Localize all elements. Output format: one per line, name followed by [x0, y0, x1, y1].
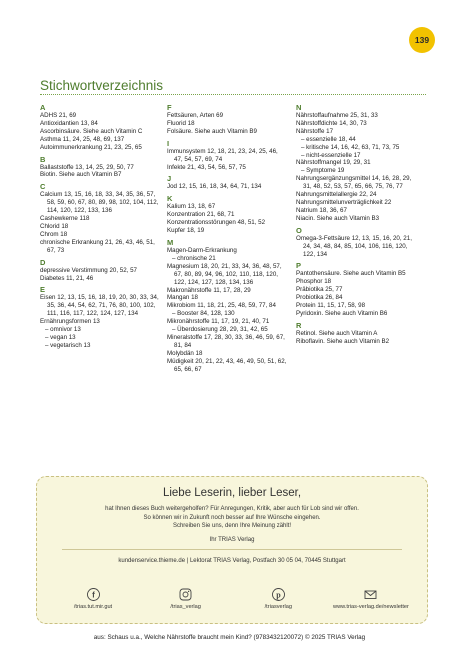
- index-entry: Makronährstoffe 11, 17, 28, 29: [167, 286, 251, 294]
- index-letter-heading: K: [167, 194, 173, 204]
- index-entry: Mangan 18: [167, 294, 198, 302]
- index-entry: Protein 11, 15, 17, 58, 98: [296, 302, 366, 310]
- feedback-signature: Ihr TRIAS Verlag: [209, 536, 255, 543]
- index-entry: Niacin. Siehe auch Vitamin B3: [296, 214, 380, 222]
- index-entry: Infekte 21, 43, 54, 56, 57, 75: [167, 163, 246, 171]
- index-entry: Fluorid 18: [167, 119, 195, 127]
- index-entry: Nahrungsmittelunverträglichkeit 22: [296, 198, 392, 206]
- index-entry: Riboflavin. Siehe auch Vitamin B2: [296, 337, 390, 345]
- index-letter-heading: N: [296, 103, 302, 112]
- index-entry: Chrom 18: [40, 230, 68, 238]
- index-entry: Molybdän 18: [167, 349, 203, 357]
- instagram-icon: [179, 588, 192, 601]
- index-entry: Ballaststoffe 13, 14, 25, 29, 50, 77: [40, 163, 134, 171]
- page-number-badge: 139: [409, 27, 435, 53]
- index-entry: Folsäure. Siehe auch Vitamin B9: [167, 127, 257, 135]
- index-entry: Kupfer 18, 19: [167, 227, 205, 235]
- index-entry: Kalium 13, 18, 67: [167, 203, 216, 211]
- index-entry: Phosphor 18: [296, 278, 332, 286]
- feedback-box: [36, 476, 428, 624]
- index-entry: Cashewkerne 118: [40, 215, 90, 223]
- index-entry: Pyridoxin. Siehe auch Vitamin B6: [296, 309, 388, 317]
- social-link-newsletter[interactable]: [327, 588, 415, 610]
- index-entry: Konzentration 21, 68, 71: [167, 211, 235, 219]
- social-label: www.trias-verlag.de/newsletter: [333, 604, 409, 610]
- index-entry: Ernährungsformen 13: [40, 318, 100, 326]
- index-column-2: [167, 103, 287, 373]
- index-subentry: – Symptome 19: [301, 167, 345, 175]
- index-letter-heading: D: [40, 257, 46, 267]
- index-entry: Mikrobiom 11, 18, 21, 25, 48, 59, 77, 84: [167, 302, 276, 310]
- index-entry: Nährstoffmangel 19, 29, 31: [296, 159, 371, 167]
- index-entry: Probiotika 26, 84: [296, 294, 343, 302]
- pinterest-icon: [272, 588, 285, 601]
- index-entry: Diabetes 11, 21, 46: [40, 274, 94, 282]
- index-entry: Biotin. Siehe auch Vitamin B7: [40, 171, 122, 179]
- index-letter-heading: B: [40, 154, 46, 164]
- index-entry: Asthma 11, 24, 25, 48, 69, 137: [40, 135, 125, 143]
- index-entry: Nährstoffe 17: [296, 127, 334, 135]
- index-letter-heading: F: [167, 103, 172, 112]
- title-divider: [40, 94, 426, 95]
- source-footer: aus: Schaus u.a., Welche Nährstoffe braucht mein Kind? (9783432120072) © 2025 TRIAS Verlag: [93, 634, 366, 641]
- index-letter-heading: O: [296, 225, 302, 235]
- index-entry: Mineralstoffe 17, 28, 30, 33, 36, 46, 59, 67, 81, 84: [167, 333, 285, 349]
- svg-text:f: f: [91, 590, 95, 600]
- index-entry: Fettsäuren, Arten 69: [167, 112, 224, 119]
- feedback-divider: [62, 549, 402, 550]
- index-entry: Konzentrationsstörungen 48, 51, 52: [167, 219, 266, 227]
- page-title: Stichwortverzeichnis: [40, 78, 164, 93]
- index-entry: ADHS 21, 69: [40, 112, 77, 119]
- index-entry: Nahrungsergänzungsmittel 14, 16, 28, 29, 31, 48, 52, 53, 57, 65, 66, 75, 76, 77: [296, 175, 412, 191]
- mail-icon: [364, 588, 377, 601]
- index-subentry: – vegan 13: [45, 333, 76, 341]
- index-entry: Magen-Darm-Erkrankung: [167, 246, 237, 254]
- index-column-3: [296, 103, 416, 346]
- social-label: /triasverlag: [264, 604, 292, 610]
- index-entry: Chlorid 18: [40, 222, 69, 230]
- social-link-instagram[interactable]: [142, 588, 230, 610]
- index-entry: Nährstoffaufnahme 25, 31, 33: [296, 112, 378, 119]
- facebook-icon: [87, 588, 100, 601]
- social-links: [49, 588, 415, 610]
- index-subentry: – essenzielle 18, 44: [301, 135, 356, 143]
- index-entry: Mikronährstoffe 11, 17, 19, 21, 40, 71: [167, 318, 270, 326]
- index-letter-heading: J: [167, 174, 172, 184]
- feedback-line: hat Ihnen dieses Buch weitergeholfen? Für Anregungen, Kritik, aber auch für Lob sind wir offen.: [105, 506, 359, 512]
- index-subentry: – chronische 21: [172, 254, 216, 262]
- feedback-address: kundenservice.thieme.de | Lektorat TRIAS Verlag, Postfach 30 05 04, 70445 Stuttgart: [118, 557, 346, 564]
- feedback-text: [37, 505, 427, 531]
- index-entry: Pantothensäure. Siehe auch Vitamin B5: [296, 270, 406, 278]
- index-subentry: – vegetarisch 13: [45, 341, 91, 349]
- index-letter-heading: M: [167, 237, 174, 247]
- social-link-facebook[interactable]: [49, 588, 137, 610]
- index-entry: depressive Verstimmung 20, 52, 57: [40, 266, 137, 274]
- index-entry: Natrium 18, 36, 67: [296, 206, 347, 214]
- index-subentry: – Booster 84, 128, 130: [172, 310, 235, 318]
- index-letter-heading: P: [296, 261, 302, 271]
- index-letter-heading: R: [296, 320, 302, 330]
- index-entry: Omega-3-Fettsäure 12, 13, 15, 16, 20, 21, 24, 34, 48, 84, 85, 104, 106, 116, 120, 122, 134: [296, 234, 412, 258]
- index-entry: Magnesium 18, 20, 21, 33, 34, 36, 48, 57, 67, 80, 89, 94, 96, 102, 110, 118, 120, 122, 124, 127, 128, 134, 136: [167, 262, 282, 286]
- index-entry: chronische Erkrankung 21, 26, 43, 46, 51, 67, 73: [40, 238, 155, 254]
- index-entry: Immunsystem 12, 18, 21, 23, 24, 25, 46, 47, 54, 57, 69, 74: [167, 147, 278, 163]
- feedback-line: Schreiben Sie uns, denn Ihre Meinung zählt!: [172, 523, 292, 529]
- index-column-1: [40, 103, 160, 350]
- index-entry: Antioxidantien 13, 84: [40, 119, 98, 127]
- index-entry: Präbiotika 25, 77: [296, 286, 343, 294]
- svg-text:p: p: [276, 590, 281, 600]
- index-entry: Müdigkeit 20, 21, 22, 43, 46, 49, 50, 51, 62, 65, 66, 67: [167, 357, 287, 373]
- index-entry: Ascorbinsäure. Siehe auch Vitamin C: [40, 127, 143, 135]
- index-subentry: – kritische 14, 16, 42, 63, 71, 73, 75: [301, 143, 400, 151]
- index-entry: Nahrungsmittelallergie 22, 24: [296, 191, 377, 199]
- index-entry: Eisen 12, 13, 15, 16, 18, 19, 20, 30, 33, 34, 35, 36, 44, 54, 62, 71, 76, 80, 100, 102, 111, 116, 117, 122, 124, 127, 134: [40, 294, 159, 318]
- index-entry: Nährstoffdichte 14, 30, 73: [296, 119, 367, 127]
- social-label: /trias.tut.mir.gut: [73, 604, 113, 610]
- index-entry: Retinol. Siehe auch Vitamin A: [296, 329, 378, 337]
- feedback-heading: Liebe Leserin, lieber Leser,: [162, 487, 302, 499]
- index-letter-heading: C: [40, 182, 46, 192]
- index-letter-heading: E: [40, 285, 46, 295]
- index-letter-heading: A: [40, 103, 46, 112]
- index-entry: Jod 12, 15, 16, 18, 34, 64, 71, 134: [167, 183, 262, 191]
- feedback-line: So können wir in Zukunft noch besser auf Ihre Wünsche eingehen.: [143, 514, 321, 521]
- index-subentry: – omnivor 13: [45, 326, 81, 334]
- social-link-pinterest[interactable]: [234, 588, 322, 610]
- social-label: /trias_verlag: [170, 604, 201, 610]
- index-entry: Autoimmunerkrankung 21, 23, 25, 65: [40, 143, 142, 151]
- index-letter-heading: I: [167, 138, 170, 148]
- index-subentry: – nicht-essenzielle 17: [301, 151, 361, 159]
- index-entry: Calcium 13, 15, 16, 18, 33, 34, 35, 36, 57, 58, 59, 60, 67, 80, 89, 98, 102, 104, 112, 114, 120, 122, 133, 136: [40, 191, 159, 215]
- index-subentry: – Überdosierung 28, 29, 31, 42, 65: [172, 326, 268, 334]
